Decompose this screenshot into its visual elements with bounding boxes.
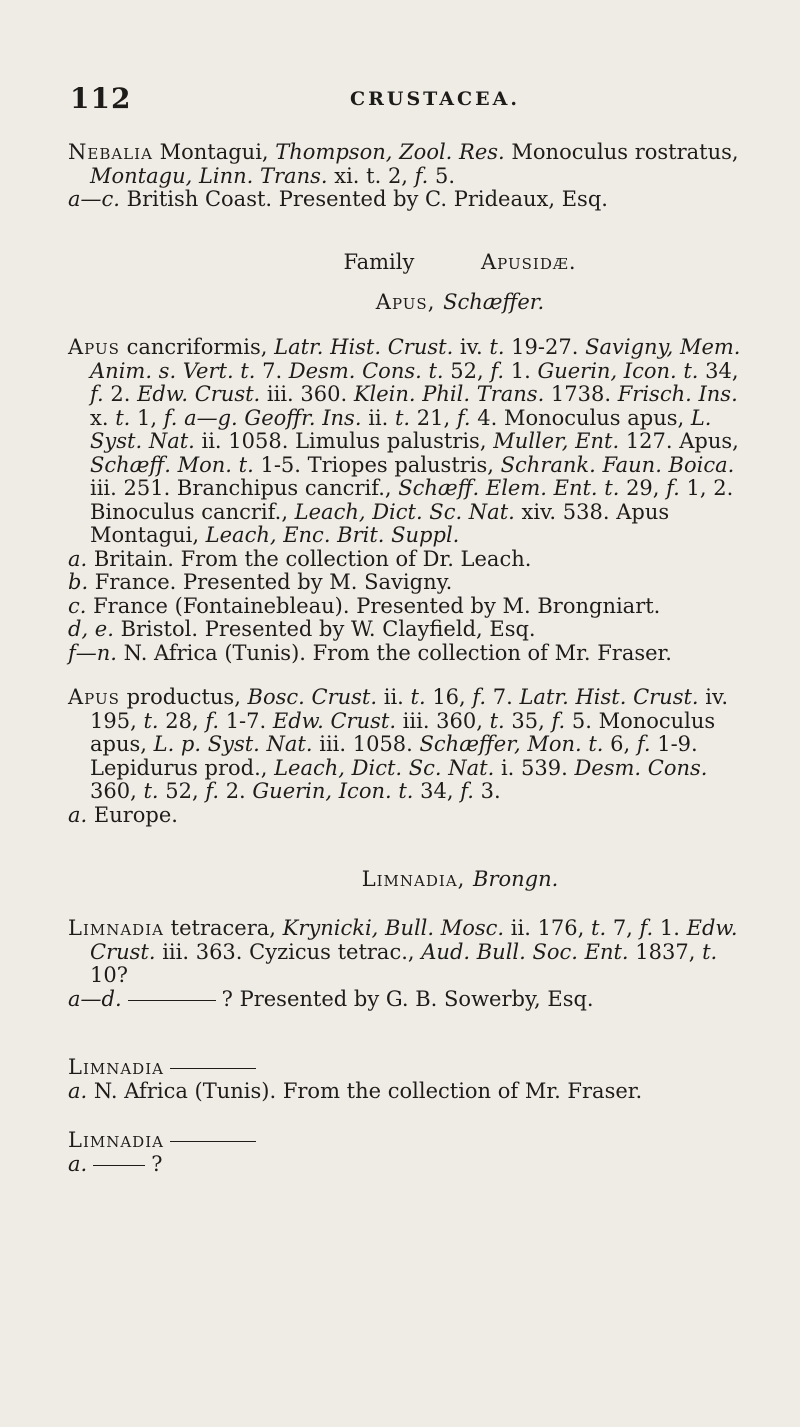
running-head: CRUSTACEA. — [349, 88, 520, 110]
apus-productus-entry — [68, 686, 745, 827]
specimen-line: a. Britain. From the collection of Dr. Leach. — [68, 546, 532, 571]
limnadia-entry-3 — [68, 1129, 745, 1176]
limnadia-entry-2 — [68, 1056, 745, 1103]
dash-rule — [170, 1068, 256, 1069]
specimen-line: d, e. Bristol. Presented by W. Clayfield, Esq. — [68, 617, 536, 641]
limnadia-tetracera-citation: Limnadia tetracera, Krynicki, Bull. Mosc. ii. 176, t. 7, f. 1. Edw. Crust. iii. 363. Cyzicus tetrac., Aud. Bull. Soc. Ent. 1837, t. 10? — [68, 916, 738, 987]
specimen-line: f—n. N. Africa (Tunis). From the collection of Mr. Fraser. — [68, 640, 672, 665]
genus-name: Nebalia — [68, 140, 153, 164]
dash-rule — [93, 1165, 145, 1166]
page-number: 112 — [70, 82, 132, 115]
apus-productus-citation: Apus productus, Bosc. Crust. ii. t. 16, f. 7. Latr. Hist. Crust. iv. 195, t. 28, f. 1-7. Edw. Crust. iii. 360, t. 35, f. 5. Monoculus apus, L. p. Syst. Nat. iii. 1058. Schæffer, Mon. t. 6, f. 1-9. Lepidurus prod., Leach, Dict. Sc. Nat. i. 539. Desm. Cons. 360, t. 52, f. 2. Guerin, Icon. t. 34, f. 3. — [68, 685, 729, 803]
apus-cancriformis-entry — [68, 336, 745, 665]
species-line: Limnadia — [68, 1129, 745, 1153]
specimen-line: a—d. ? Presented by G. B. Sowerby, Esq. — [68, 986, 594, 1011]
dash-rule — [170, 1141, 256, 1142]
apus-cancriformis-citation: Apus cancriformis, Latr. Hist. Crust. iv. t. 19-27. Savigny, Mem. Anim. s. Vert. t. 7. Desm. Cons. t. 52, f. 1. Guerin, Icon. t. 34, f. 2. Edw. Crust. iii. 360. Klein. Phil. Trans. 1738. Frisch. Ins. x. t. 1, f. a—g. Geoffr. Ins. ii. t. 21, f. 4. Monoculus apus, L. Syst. Nat. ii. 1058. Limulus palustris, Muller, Ent. 127. Apus, Schæff. Mon. t. 1-5. Triopes palustris, Schrank. Faun. Boica. iii. 251. Branchipus cancrif., Schæff. Elem. Ent. t. 29, f. 1, 2. Binoculus cancrif., Leach, Dict. Sc. Nat. xiv. 538. Apus Montagui, Leach, Enc. Brit. Suppl. — [68, 335, 741, 547]
genus-heading: Apus, Schæffer. — [375, 290, 545, 314]
limnadia-tetracera-entry — [68, 917, 745, 1011]
nebalia-citation: Nebalia Montagui, Thompson, Zool. Res. Monoculus rostratus, Montagu, Linn. Trans. xi. t. 2, f. 5. — [68, 140, 739, 188]
specimen-line: a—c. British Coast. Presented by C. Prideaux, Esq. — [68, 187, 608, 211]
specimen-line: a. Europe. — [68, 802, 178, 827]
page-header — [70, 82, 740, 116]
dash-rule — [128, 1000, 216, 1001]
specimen-line: a. ? — [68, 1151, 163, 1176]
specimen-line: a. N. Africa (Tunis). From the collection of Mr. Fraser. — [68, 1078, 643, 1103]
species-line: Limnadia — [68, 1056, 745, 1080]
family-heading: Family Apusidæ. — [343, 250, 577, 274]
specimen-line: b. France. Presented by M. Savigny. — [68, 570, 453, 594]
specimen-line: c. France (Fontainebleau). Presented by M. Brongniart. — [68, 593, 661, 618]
nebalia-entry — [68, 141, 745, 212]
limnadia-genus-heading: Limnadia, Brongn. — [361, 867, 559, 891]
